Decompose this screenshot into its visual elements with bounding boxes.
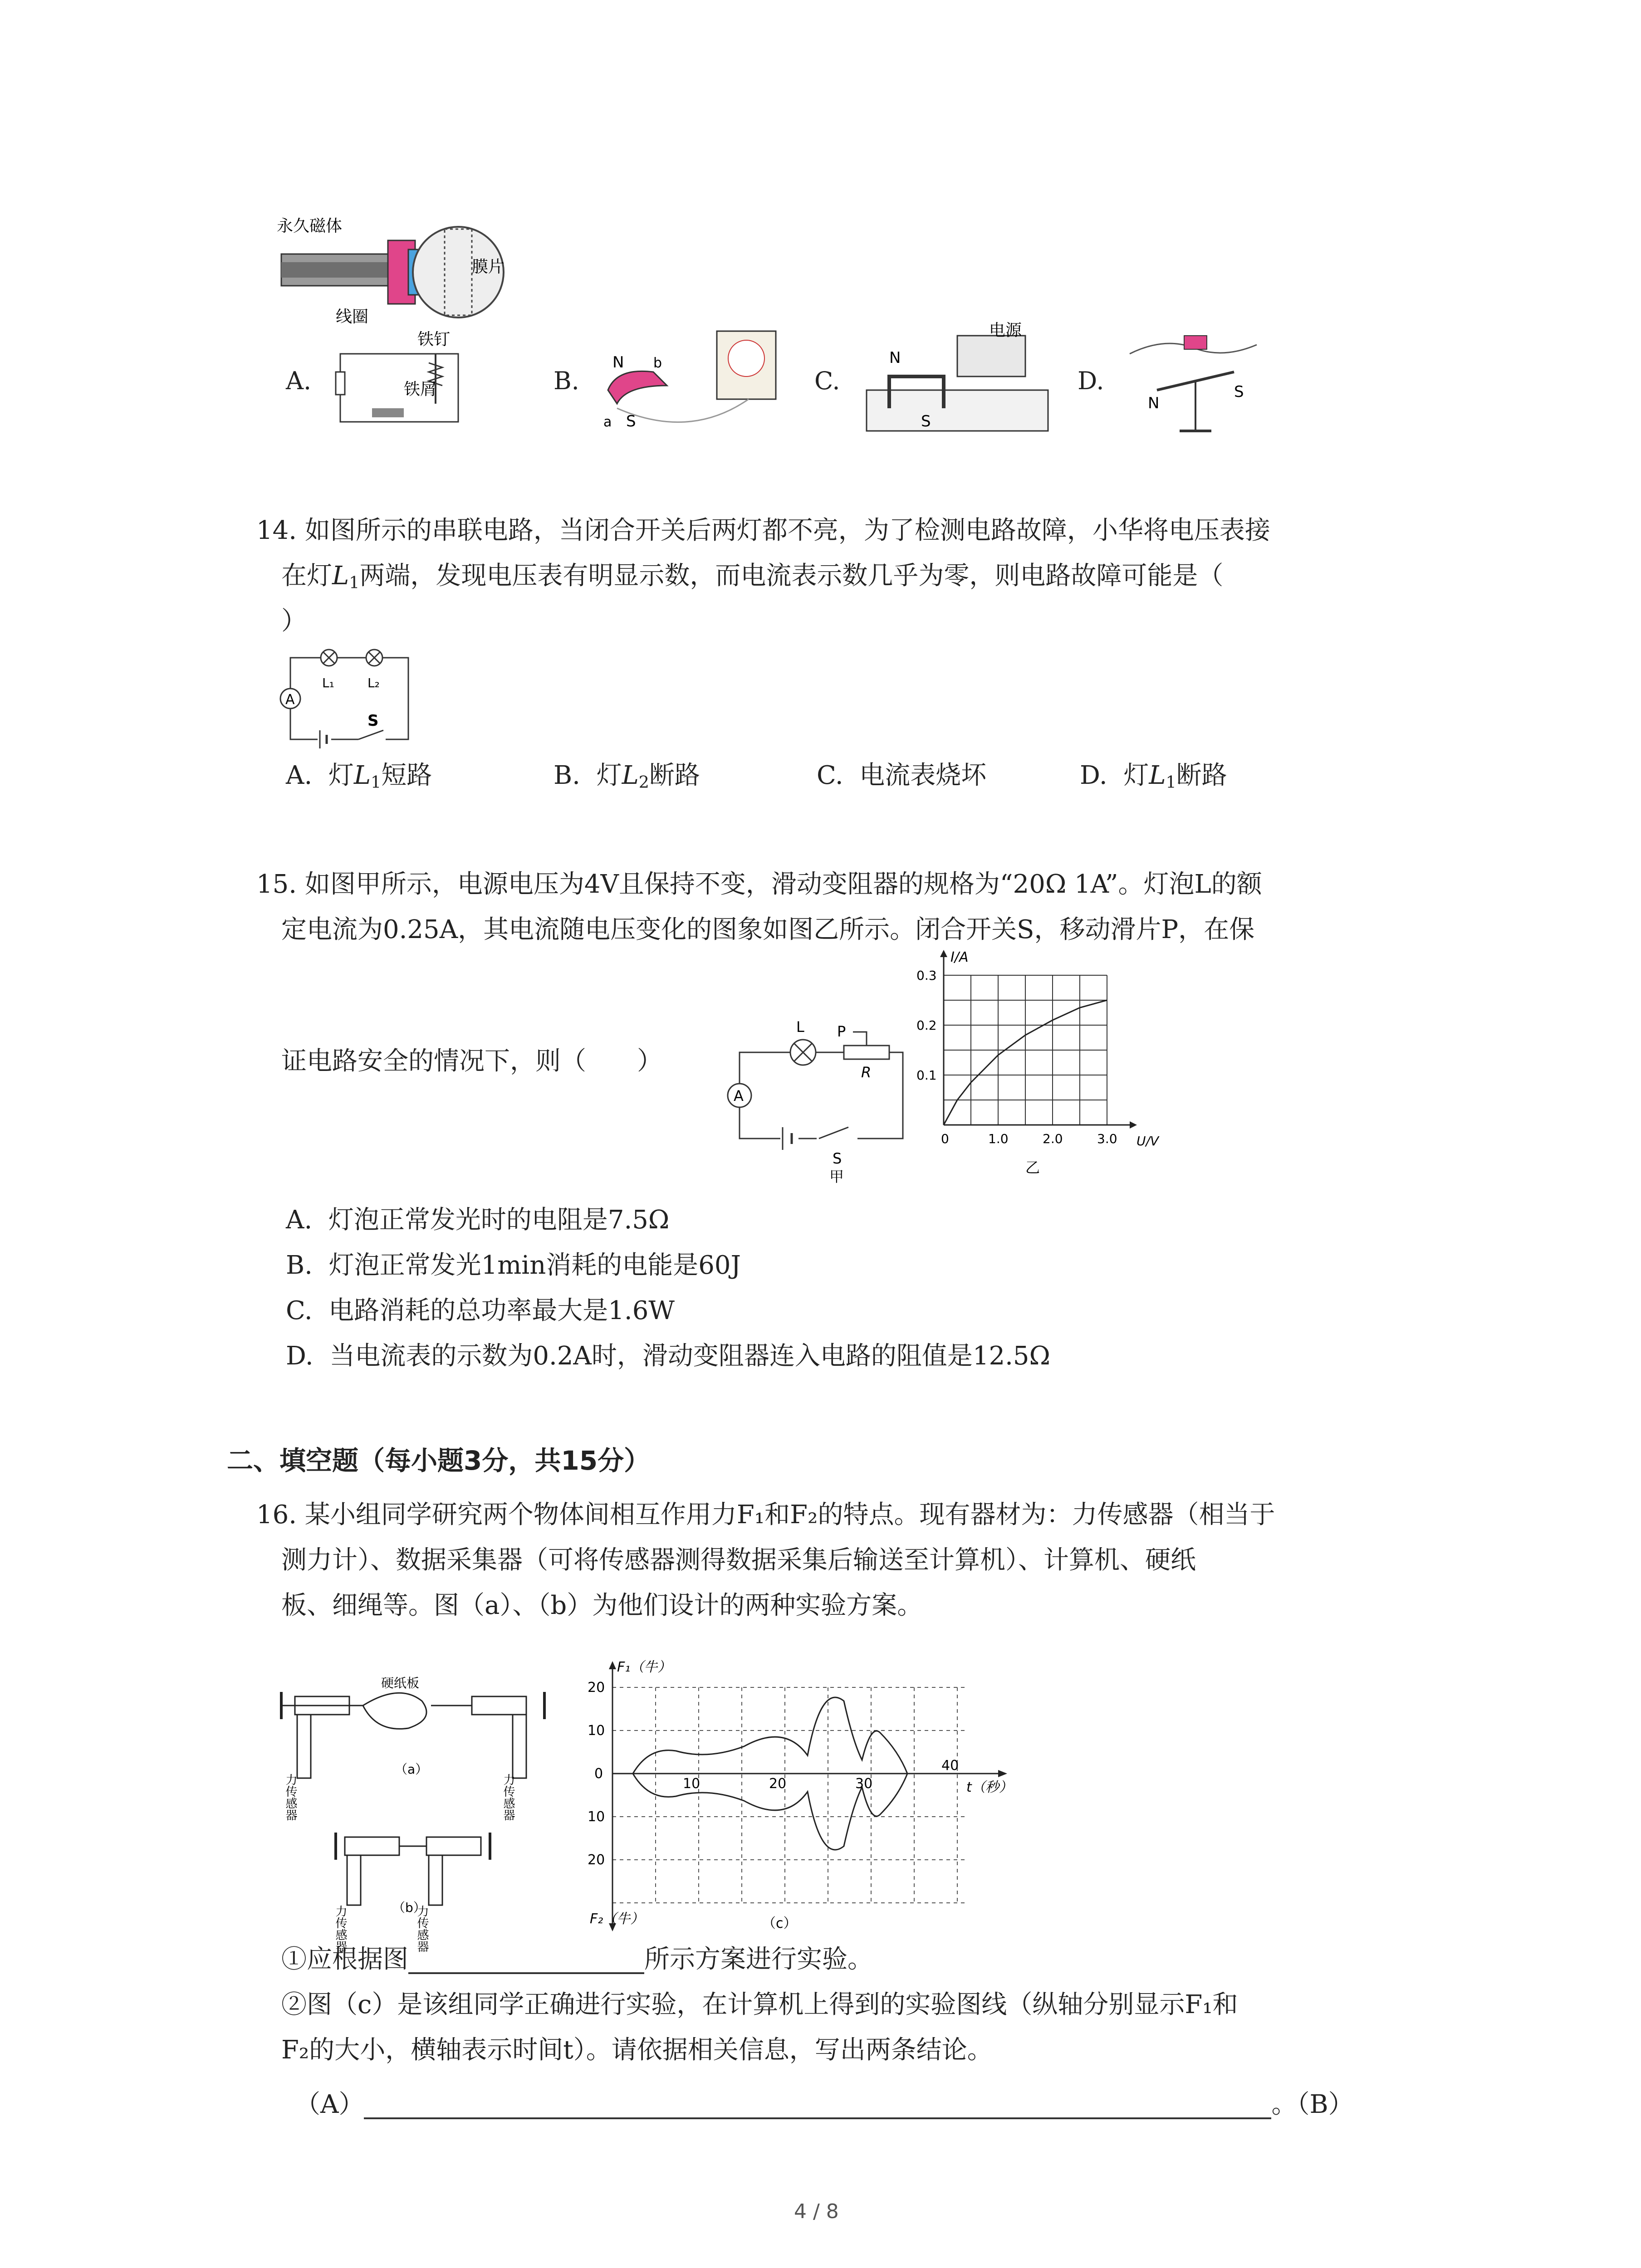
c-xtick-10: 10: [683, 1776, 700, 1792]
q16-sub2-line2: F₂的大小，横轴表示时间t）。请依据相关信息，写出两条结论。: [281, 2035, 993, 2065]
c-f1-label: F₁（牛）: [617, 1659, 671, 1675]
q15-graph-caption: 乙: [1025, 1159, 1040, 1176]
q14-option-b-label: B.: [554, 761, 580, 790]
q16-sub1: [281, 1937, 873, 1982]
section2-heading: 二、填空题（每小题3分，共15分）: [227, 1445, 651, 1476]
filings-label: 铁屑: [404, 380, 437, 399]
q14-line2-b: 两端，发现电压表有明显示数，而电流表示数几乎为零，则电路故障可能是（: [359, 561, 1224, 591]
b-b-label: b: [653, 355, 662, 371]
q15-slider-label: P: [837, 1023, 846, 1040]
q13-option-a-figure: [331, 327, 485, 440]
b-s-label: S: [626, 412, 636, 430]
q15-option-d-text: 当电流表的示数为0.2A时，滑动变阻器连入电路的阻值是12.5Ω: [329, 1341, 1050, 1371]
q16-ans-a-label: （A）: [295, 2090, 364, 2119]
c-xtick-20: 20: [769, 1776, 787, 1792]
c-ytick-20-bottom: 20: [588, 1852, 605, 1868]
q14-line3: ）: [281, 606, 307, 636]
q14-option-d-sub: 1: [1166, 772, 1176, 792]
q15-option-c: [286, 1288, 675, 1334]
y-tick-label: 0.1: [916, 1068, 937, 1083]
cap-b-label: （b）: [392, 1900, 426, 1915]
q14-switch-label: S: [367, 712, 379, 730]
q15-option-d: [286, 1334, 1050, 1379]
q15-option-b-text: 灯泡正常发光1min消耗的电能是60J: [328, 1251, 741, 1280]
q14-option-a-var: L: [353, 761, 371, 790]
c-ytick-20-top: 20: [588, 1680, 605, 1696]
cardboard-label: 硬纸板: [381, 1676, 420, 1691]
q14-option-a-post: 短路: [381, 761, 432, 790]
q14-option-a-sub: 1: [371, 772, 382, 792]
d-n-label: N: [1148, 394, 1160, 412]
q16-force-chart: [572, 1656, 1048, 1937]
q14-option-d-var: L: [1149, 761, 1166, 790]
c-ytick-10-bottom: 10: [588, 1809, 605, 1825]
cap-c-label: （c）: [762, 1916, 797, 1931]
diaphragm-label: 膜片: [472, 258, 505, 276]
q14-option-c-text: 电流表烧坏: [859, 761, 987, 790]
q15-option-a-label: A.: [286, 1205, 313, 1235]
q14-l1-label: L₁: [322, 675, 334, 690]
q15-option-b-label: B.: [286, 1251, 313, 1280]
x-tick-label: 2.0: [1043, 1131, 1063, 1146]
q13-option-a-label: A.: [286, 367, 312, 395]
q15-option-b: [286, 1243, 741, 1288]
q14-option-d-label: D.: [1080, 761, 1107, 790]
q15-xlabel: U/V: [1136, 1134, 1159, 1149]
c-xtick-30: 30: [855, 1776, 873, 1792]
nail-label: 铁钉: [417, 330, 451, 349]
q15-option-c-text: 电路消耗的总功率最大是1.6W: [328, 1296, 675, 1325]
q16-line2: 测力计）、数据采集器（可将传感器测得数据采集后输送至计算机）、计算机、硬纸: [281, 1545, 1196, 1575]
q15-option-c-label: C.: [286, 1296, 313, 1325]
y-tick-label: 0.3: [916, 968, 937, 983]
power-label: 电源: [989, 321, 1022, 340]
q14-option-d: [1080, 753, 1227, 805]
x-tick-label: 0: [941, 1131, 949, 1146]
q15-resistor-label: R: [861, 1064, 872, 1081]
x-tick-label: 3.0: [1097, 1131, 1117, 1146]
q15-line3: 证电路安全的情况下，则（ ）: [281, 1046, 662, 1076]
c-ytick-10-top: 10: [588, 1723, 605, 1739]
q15-iu-chart: [916, 943, 1171, 1184]
q13-option-b-figure: [599, 322, 789, 440]
magnet-label: 永久磁体: [277, 217, 343, 235]
q14-line2-a: 在灯: [281, 561, 332, 591]
q16-ans-b-label: 。（B）: [1271, 2090, 1354, 2119]
q16-answers: [295, 2082, 1354, 2127]
page-number: 4 / 8: [794, 2200, 839, 2223]
q14-option-d-post: 断路: [1176, 761, 1227, 790]
y-tick-label: 0.2: [916, 1018, 937, 1033]
q16-sub1-b: 所示方案进行实验。: [644, 1945, 873, 1974]
q14-option-a: [286, 753, 432, 805]
q14-option-a-pre: 灯: [328, 761, 354, 790]
q14-option-b-post: 断路: [649, 761, 700, 790]
b-a-label: a: [603, 414, 612, 430]
q16-line1: 16. 某小组同学研究两个物体间相互作用力F₁和F₂的特点。现有器材为：力传感器（相当于: [256, 1500, 1275, 1530]
sensor-a2-label: 力传感器: [501, 1774, 515, 1821]
q13-microphone-figure: [272, 218, 508, 327]
q15-line1: 15. 如图甲所示，电源电压为4V且保持不变，滑动变阻器的规格为“20Ω 1A”。灯泡L的额: [256, 870, 1262, 899]
q14-line2: 在灯$L_1$两端，发现电压表有明显示数，而电流表示数几乎为零，则电路故障可能是（: [281, 561, 1224, 593]
sensor-a1-label: 力传感器: [284, 1774, 297, 1821]
d-s-label: S: [1234, 383, 1244, 401]
q14-option-b: [554, 753, 700, 805]
q15-option-a: [286, 1198, 669, 1243]
q14-option-b-sub: 2: [638, 772, 649, 792]
q13-option-d-label: D.: [1078, 367, 1104, 395]
c-f2-label: F₂（牛）: [590, 1911, 644, 1927]
q13-option-c-figure: [853, 318, 1071, 445]
q15-option-d-label: D.: [286, 1341, 314, 1371]
c-ytick-0: 0: [594, 1766, 603, 1782]
q16-sub2-line1: ②图（c）是该组同学正确进行实验，在计算机上得到的实验图线（纵轴分别显示F₁和: [281, 1990, 1238, 2019]
q14-l2-label: L₂: [367, 675, 380, 690]
q15-switch-label: S: [833, 1150, 842, 1167]
q15-ylabel: I/A: [950, 949, 969, 965]
q15-circuit-figure: [726, 989, 916, 1184]
c-s-label: S: [921, 412, 931, 430]
c-xtick-40: 40: [941, 1758, 959, 1774]
q14-option-c: [817, 753, 986, 798]
q14-circuit-figure: [272, 644, 426, 748]
sensor-b1-label: 力传感器: [333, 1905, 347, 1952]
coil-label: 线圈: [336, 308, 369, 326]
cap-a-label: （a）: [395, 1762, 428, 1777]
q14-option-a-label: A.: [286, 761, 313, 790]
q13-option-b-label: B.: [554, 367, 579, 395]
q14-option-d-pre: 灯: [1123, 761, 1149, 790]
q15-option-a-text: 灯泡正常发光时的电阻是7.5Ω: [328, 1205, 670, 1235]
c-t-label: t（秒）: [966, 1779, 1013, 1795]
q15-lamp-label: L: [796, 1018, 804, 1036]
q16-setup-figure: [272, 1676, 572, 1952]
q14-line1: 14. 如图所示的串联电路，当闭合开关后两灯都不亮，为了检测电路故障，小华将电压表接: [256, 516, 1270, 545]
q15-ammeter-label: A: [734, 1087, 744, 1105]
q15-circuit-caption: 甲: [829, 1168, 844, 1185]
c-n-label: N: [889, 349, 901, 367]
q16-answer-blank-1[interactable]: [408, 1945, 644, 1974]
q13-option-d-figure: [1121, 318, 1275, 445]
q16-answer-blank-a[interactable]: [364, 2090, 1271, 2119]
x-tick-label: 1.0: [988, 1131, 1009, 1146]
q14-option-c-label: C.: [817, 761, 843, 790]
q14-option-b-var: L: [622, 761, 639, 790]
b-n-label: N: [612, 353, 624, 371]
q16-line3: 板、细绳等。图（a）、（b）为他们设计的两种实验方案。: [281, 1591, 923, 1620]
q14-option-b-pre: 灯: [596, 761, 622, 790]
q14-ammeter-label: A: [285, 692, 295, 708]
q15-line2: 定电流为0.25A，其电流随电压变化的图象如图乙所示。闭合开关S，移动滑片P，在保: [281, 915, 1255, 944]
q13-option-c-label: C.: [814, 367, 840, 395]
sensor-b2-label: 力传感器: [415, 1905, 429, 1952]
q16-sub1-a: ①应根据图: [281, 1945, 408, 1974]
